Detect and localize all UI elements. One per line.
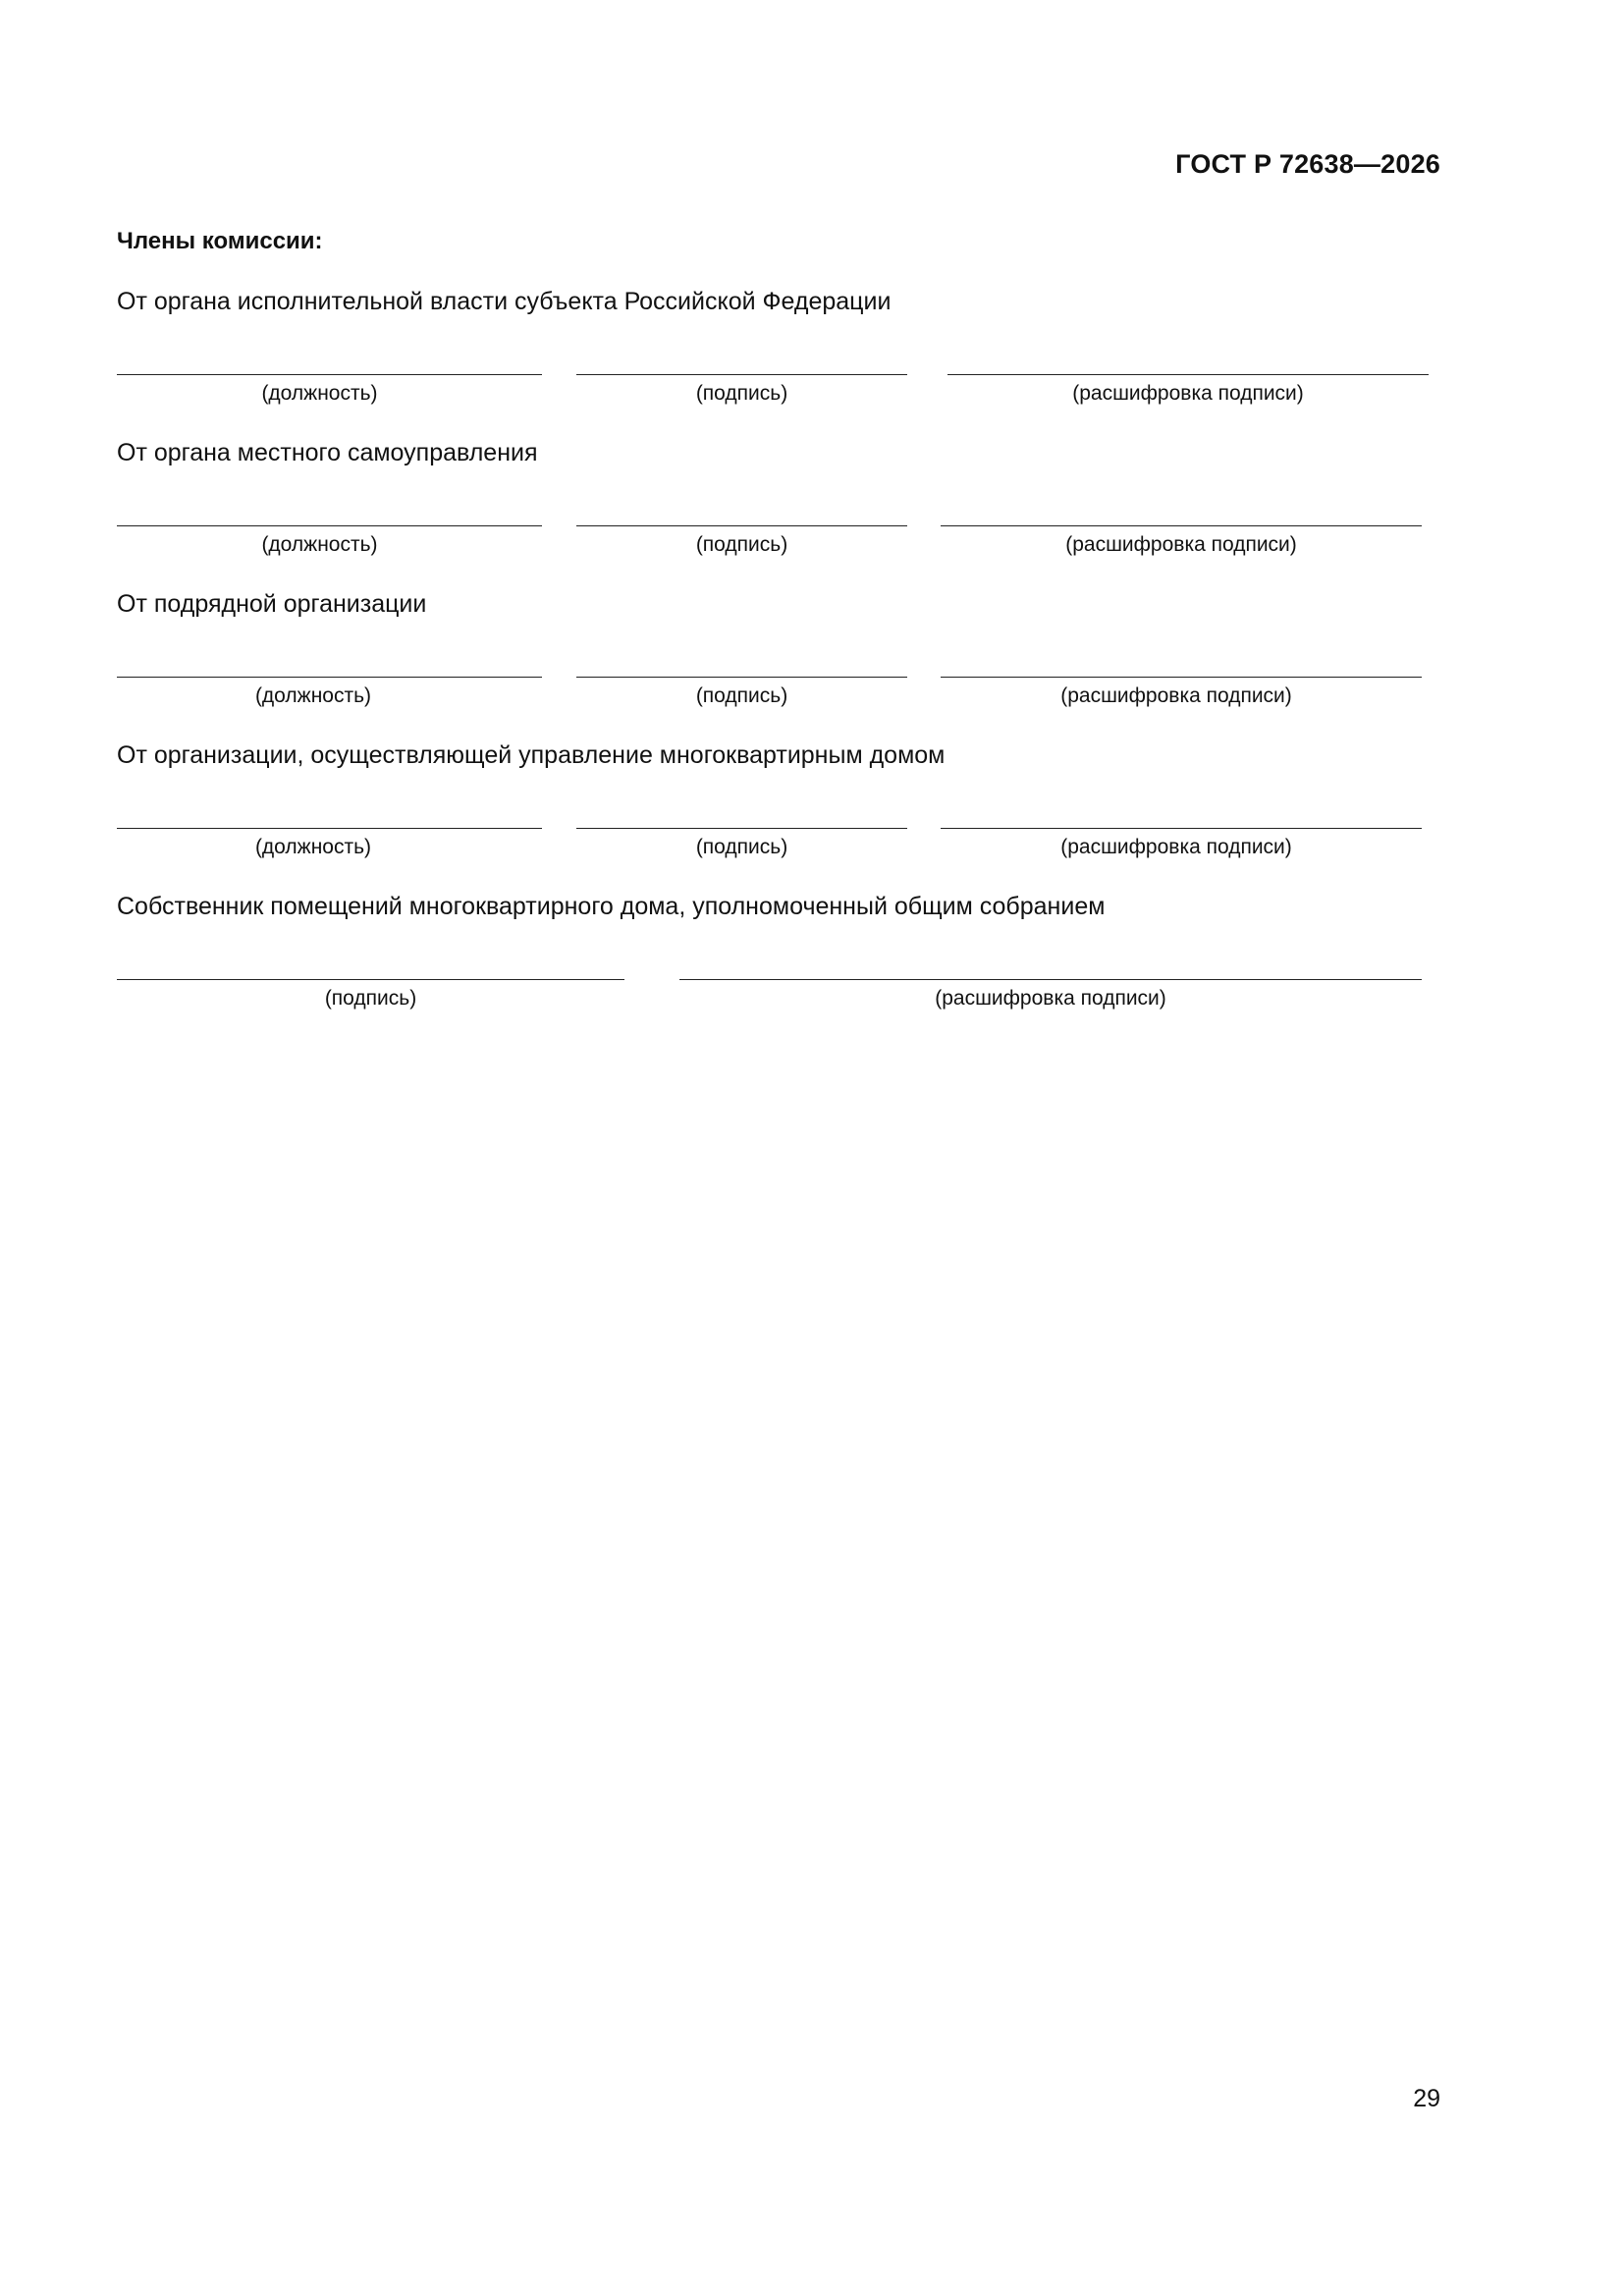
signature-line-position [117,525,542,526]
signature-line-name [941,677,1422,678]
caption-position: (должность) [254,684,372,707]
signature-line-signature [576,677,907,678]
section-title-contractor: От подрядной организации [117,590,427,618]
caption-position: (должность) [261,382,378,405]
signature-line-position [117,374,542,375]
commission-members-heading: Члены комиссии: [117,228,323,254]
caption-signature: (подпись) [695,836,788,858]
document-code: ГОСТ Р 72638—2026 [1175,149,1440,179]
caption-position: (должность) [254,836,372,858]
caption-signature: (подпись) [695,684,788,707]
section-title-owner-representative: Собственник помещений многоквартирного дома, уполномоченный общим собранием [117,893,1106,920]
section-title-regional-authority: От органа исполнительной власти субъекта Российской Федерации [117,288,892,315]
caption-signature: (подпись) [695,382,788,405]
caption-position: (должность) [261,533,378,556]
section-title-local-government: От органа местного самоуправления [117,439,538,466]
signature-line-signature [576,525,907,526]
caption-signature-transcript: (расшифровка подписи) [1065,533,1297,556]
signature-line-position [117,677,542,678]
signature-line-name [941,525,1422,526]
caption-signature-transcript: (расшифровка подписи) [1060,836,1292,858]
signature-line-signature [576,374,907,375]
signature-line-name [947,374,1429,375]
caption-signature-transcript: (расшифровка подписи) [1060,684,1292,707]
caption-signature-transcript: (расшифровка подписи) [1072,382,1304,405]
caption-signature: (подпись) [695,533,788,556]
caption-signature: (подпись) [324,987,417,1010]
signature-line-position [117,828,542,829]
page-number: 29 [1413,2085,1440,2112]
signature-line-signature [576,828,907,829]
caption-signature-transcript: (расшифровка подписи) [935,987,1166,1010]
signature-line-signature [117,979,624,980]
signature-line-name [679,979,1422,980]
signature-line-name [941,828,1422,829]
section-title-management-organization: От организации, осуществляющей управление многоквартирным домом [117,741,946,769]
